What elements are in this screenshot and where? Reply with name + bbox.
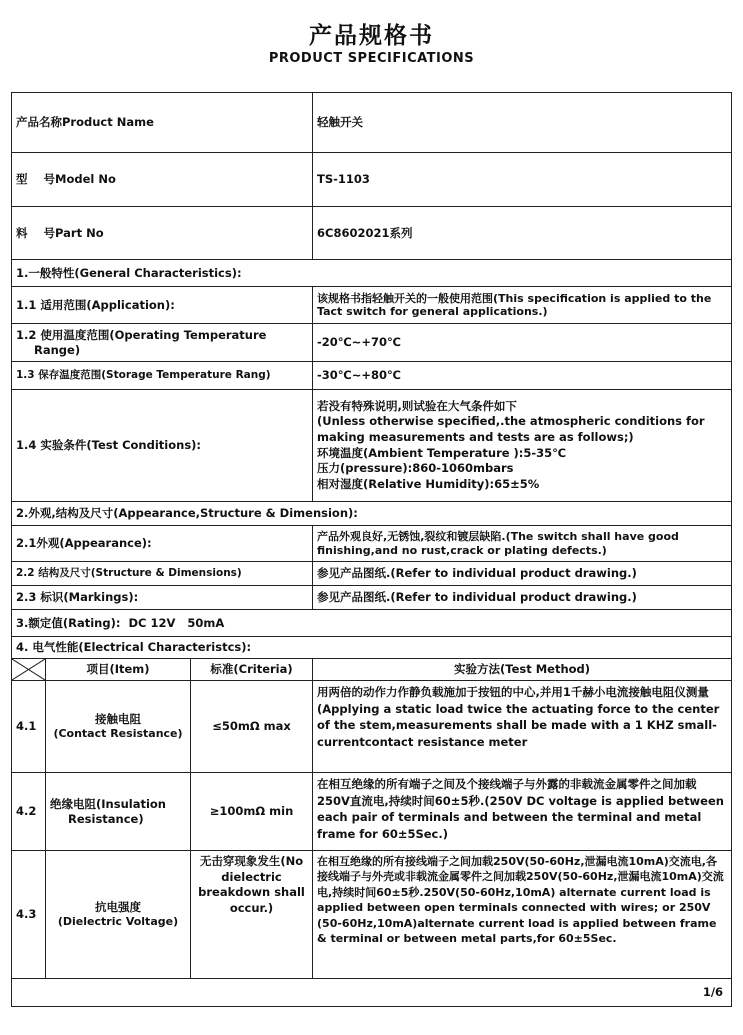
rating-row bbox=[12, 610, 732, 637]
part-label: 料 号Part No bbox=[12, 207, 313, 260]
criteria-cell: 无击穿现象发生(No dielectric breakdown shall occur.) bbox=[191, 851, 313, 979]
operating-temp-value: -20℃~+70℃ bbox=[313, 324, 732, 362]
operating-temp-label-line2: Range) bbox=[34, 342, 81, 357]
product-name-row bbox=[12, 93, 732, 153]
appearance-heading-row bbox=[12, 502, 732, 526]
item-name-cn: 接触电阻 bbox=[95, 711, 141, 726]
column-header-item: 项目(Item) bbox=[46, 659, 191, 681]
product-name-label: 产品名称Product Name bbox=[12, 93, 313, 153]
test-conditions-line2: (Unless otherwise specified,.the atmospheric conditions for bbox=[317, 414, 705, 429]
document-title: 产品规格书 bbox=[309, 23, 434, 49]
markings-row bbox=[12, 586, 732, 610]
page-number: 1/6 bbox=[12, 979, 732, 1007]
electrical-row-4-1 bbox=[12, 681, 732, 773]
electrical-row-4-3 bbox=[12, 851, 732, 979]
column-header-method: 实验方法(Test Method) bbox=[313, 659, 732, 681]
test-conditions-line3: making measurements and tests are as follows;) bbox=[317, 429, 634, 444]
appearance-heading: 2.外观,结构及尺寸(Appearance,Structure & Dimension): bbox=[12, 502, 732, 526]
electrical-column-headers bbox=[12, 659, 732, 681]
item-name-cn: 抗电强度 bbox=[95, 899, 141, 914]
item-cell bbox=[46, 773, 191, 851]
model-row bbox=[12, 153, 732, 207]
test-conditions-label: 1.4 实验条件(Test Conditions): bbox=[12, 390, 313, 502]
part-value: 6C8602021系列 bbox=[313, 207, 732, 260]
item-name-en: (Dielectric Voltage) bbox=[57, 914, 179, 928]
criteria-cell: ≥100mΩ min bbox=[191, 773, 313, 851]
row-number: 4.1 bbox=[12, 681, 46, 773]
test-conditions-line4: 环境温度(Ambient Temperature ):5-35℃ bbox=[317, 445, 567, 460]
method-cell: 用两倍的动作力作静负载施加于按钮的中心,并用1千赫小电流接触电阻仪测量(Applying a static load twice the actuating force to the center of the stem,measurements shall be made with a 1 KHZ small-currentcontact resistance meter bbox=[313, 681, 732, 773]
cross-icon bbox=[12, 659, 45, 680]
application-value: 该规格书指轻触开关的一般使用范围(This specification is applied to the Tact switch for general applications.) bbox=[313, 287, 732, 324]
row-number: 4.2 bbox=[12, 773, 46, 851]
product-name-value: 轻触开关 bbox=[313, 93, 732, 153]
structure-row bbox=[12, 562, 732, 586]
criteria-cell: ≤50mΩ max bbox=[191, 681, 313, 773]
markings-label: 2.3 标识(Markings): bbox=[12, 586, 313, 610]
row-number: 4.3 bbox=[12, 851, 46, 979]
electrical-row-4-2 bbox=[12, 773, 732, 851]
general-heading-row bbox=[12, 260, 732, 287]
rating-text: 3.额定值(Rating): DC 12V 50mA bbox=[12, 610, 732, 637]
operating-temp-label bbox=[12, 324, 313, 362]
test-conditions-row bbox=[12, 390, 732, 502]
specification-table bbox=[11, 92, 732, 1007]
structure-label: 2.2 结构及尺寸(Structure & Dimensions) bbox=[12, 562, 313, 586]
item-cell bbox=[46, 851, 191, 979]
footer-row bbox=[12, 979, 732, 1007]
test-conditions-line1: 若没有特殊说明,则试验在大气条件如下 bbox=[317, 398, 517, 413]
test-conditions-value bbox=[313, 390, 732, 502]
appearance-value: 产品外观良好,无锈蚀,裂纹和镀层缺陷.(The switch shall have good finishing,and no rust,crack or plating defects.) bbox=[313, 526, 732, 562]
model-label: 型 号Model No bbox=[12, 153, 313, 207]
column-header-criteria: 标准(Criteria) bbox=[191, 659, 313, 681]
part-row bbox=[12, 207, 732, 260]
storage-temp-value: -30℃~+80℃ bbox=[313, 362, 732, 390]
model-value: TS-1103 bbox=[313, 153, 732, 207]
storage-temp-row bbox=[12, 362, 732, 390]
test-conditions-line6: 相对湿度(Relative Humidity):65±5% bbox=[317, 476, 540, 491]
application-label: 1.1 适用范围(Application): bbox=[12, 287, 313, 324]
application-row bbox=[12, 287, 732, 324]
markings-value: 参见产品图纸.(Refer to individual product drawing.) bbox=[313, 586, 732, 610]
electrical-heading: 4. 电气性能(Electrical Characteristcs): bbox=[12, 637, 732, 659]
structure-value: 参见产品图纸.(Refer to individual product drawing.) bbox=[313, 562, 732, 586]
storage-temp-label: 1.3 保存温度范围(Storage Temperature Rang) bbox=[12, 362, 313, 390]
appearance-row bbox=[12, 526, 732, 562]
method-cell: 在相互绝缘的所有接线端子之间加载250V(50-60Hz,泄漏电流10mA)交流电,各接线端子与外壳或非载流金属零件之间加载250V(50-60Hz,泄漏电流10mA)交流电,持续时间60±5秒.250V(50-60Hz,10mA) alternate current load is applied between open terminals connected with wires; or 250V (50-60Hz,10mA)alternate current load is applied between frame & terminal or between metal parts,for 60±5Sec. bbox=[313, 851, 732, 979]
operating-temp-row bbox=[12, 324, 732, 362]
electrical-heading-row bbox=[12, 637, 732, 659]
diagonal-cross-cell bbox=[12, 659, 46, 681]
item-name-en: Resistance) bbox=[68, 811, 144, 826]
item-name-en: (Contact Resistance) bbox=[53, 726, 183, 740]
test-conditions-line5: 压力(pressure):860-1060mbars bbox=[317, 461, 514, 476]
item-name-cn: 绝缘电阻(Insulation bbox=[50, 796, 166, 811]
item-cell bbox=[46, 681, 191, 773]
appearance-label: 2.1外观(Appearance): bbox=[12, 526, 313, 562]
general-heading: 1.一般特性(General Characteristics): bbox=[12, 260, 732, 287]
method-cell: 在相互绝缘的所有端子之间及个接线端子与外露的非载流金属零件之间加载250V直流电,持续时间60±5秒.(250V DC voltage is applied between each pair of terminals and between the terminal and metal frame for 60±5Sec.) bbox=[313, 773, 732, 851]
operating-temp-label-line1: 1.2 使用温度范围(Operating Temperature bbox=[16, 327, 267, 342]
document-subtitle: PRODUCT SPECIFICATIONS bbox=[268, 51, 475, 66]
